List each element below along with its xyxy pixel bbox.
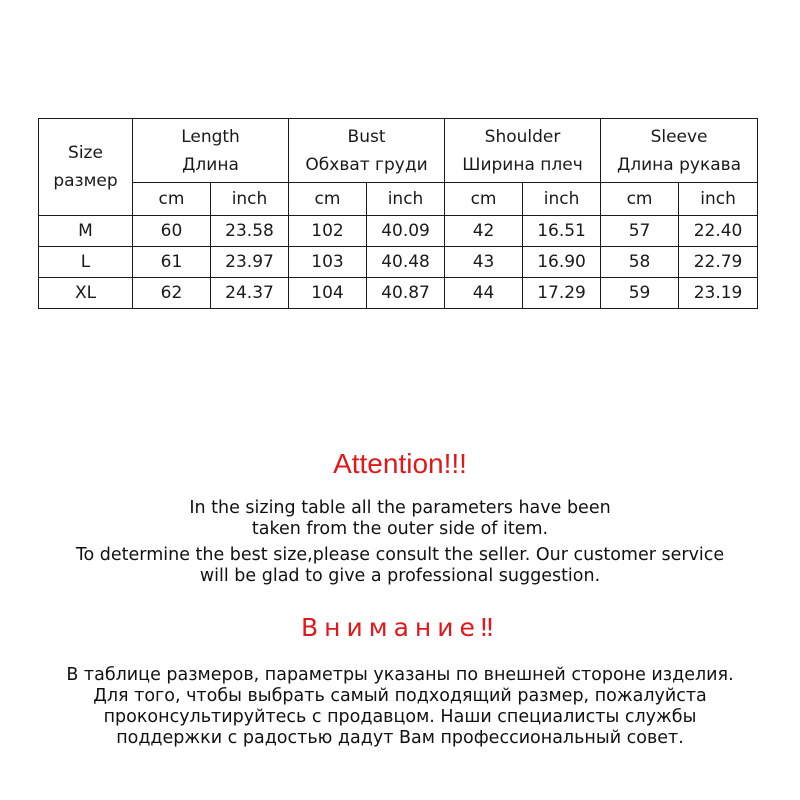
notice-en-paragraph-2 xyxy=(0,545,800,587)
unit-inch: inch xyxy=(211,183,289,216)
unit-inch: inch xyxy=(523,183,601,216)
size-cell: XL xyxy=(39,278,133,309)
shoulder-inch-cell: 16.51 xyxy=(523,216,601,247)
length-inch-cell: 23.97 xyxy=(211,247,289,278)
bust-cm-cell: 102 xyxy=(289,216,367,247)
attention-title-ru: Внимание‼ xyxy=(300,613,500,642)
bust-cm-cell: 103 xyxy=(289,247,367,278)
notice-ru-line: проконсультируйтесь с продавцом. Наши специалисты службы xyxy=(103,707,697,727)
notice-en-paragraph-1 xyxy=(0,498,800,540)
table-row xyxy=(39,278,758,309)
sleeve-inch-cell: 23.19 xyxy=(679,278,758,309)
shoulder-inch-cell: 17.29 xyxy=(523,278,601,309)
bust-inch-cell: 40.87 xyxy=(367,278,445,309)
length-inch-cell: 23.58 xyxy=(211,216,289,247)
size-header-cell xyxy=(39,119,133,216)
sleeve-cm-cell: 57 xyxy=(601,216,679,247)
notice-ru-line: поддержки с радостью дадут Вам профессиональный совет. xyxy=(116,728,684,748)
sleeve-header-cell xyxy=(601,119,758,183)
size-header-ru: размер xyxy=(53,171,118,191)
bust-header-en: Bust xyxy=(347,126,386,147)
length-header-ru: Длина xyxy=(182,154,239,175)
sleeve-inch-cell: 22.79 xyxy=(679,247,758,278)
length-inch-cell: 24.37 xyxy=(211,278,289,309)
unit-cm: cm xyxy=(445,183,523,216)
length-cm-cell: 61 xyxy=(133,247,211,278)
unit-cm: cm xyxy=(289,183,367,216)
sleeve-cm-cell: 59 xyxy=(601,278,679,309)
table-row xyxy=(39,216,758,247)
length-header-en: Length xyxy=(181,126,240,147)
notice-ru-paragraph xyxy=(0,665,800,749)
notice-en-line: taken from the outer side of item. xyxy=(251,519,549,539)
attention-title-en: Attention!!! xyxy=(333,448,467,479)
unit-inch: inch xyxy=(679,183,758,216)
shoulder-cm-cell: 43 xyxy=(445,247,523,278)
notice-en-line: To determine the best size,please consult the seller. Our customer service xyxy=(75,545,725,565)
bust-inch-cell: 40.09 xyxy=(367,216,445,247)
size-header-en: Size xyxy=(68,143,103,163)
shoulder-header-cell xyxy=(445,119,601,183)
length-cm-cell: 60 xyxy=(133,216,211,247)
sleeve-header-ru: Длина рукава xyxy=(616,154,742,175)
shoulder-header-ru: Ширина плеч xyxy=(462,154,583,175)
notice-en-line: will be glad to give a professional suggestion. xyxy=(199,566,601,586)
bust-inch-cell: 40.48 xyxy=(367,247,445,278)
notice-ru-line: В таблице размеров, параметры указаны по внешней стороне изделия. xyxy=(66,665,734,685)
size-cell: L xyxy=(39,247,133,278)
unit-cm: cm xyxy=(133,183,211,216)
sleeve-cm-cell: 58 xyxy=(601,247,679,278)
header-row-groups xyxy=(39,119,758,183)
shoulder-header-en: Shoulder xyxy=(484,126,561,147)
notice-ru-line: Для того, чтобы выбрать самый подходящий размер, пожалуйста xyxy=(93,686,707,706)
size-cell: M xyxy=(39,216,133,247)
bust-header-cell xyxy=(289,119,445,183)
sleeve-header-en: Sleeve xyxy=(650,126,708,147)
unit-cm: cm xyxy=(601,183,679,216)
table-row xyxy=(39,247,758,278)
shoulder-cm-cell: 42 xyxy=(445,216,523,247)
bust-header-ru: Обхват груди xyxy=(305,154,428,175)
length-cm-cell: 62 xyxy=(133,278,211,309)
sleeve-inch-cell: 22.40 xyxy=(679,216,758,247)
shoulder-cm-cell: 44 xyxy=(445,278,523,309)
shoulder-inch-cell: 16.90 xyxy=(523,247,601,278)
length-header-cell xyxy=(133,119,289,183)
notice-en-line: In the sizing table all the parameters have been xyxy=(189,498,611,518)
size-chart-table xyxy=(38,118,758,309)
bust-cm-cell: 104 xyxy=(289,278,367,309)
header-row-units xyxy=(39,183,758,216)
unit-inch: inch xyxy=(367,183,445,216)
